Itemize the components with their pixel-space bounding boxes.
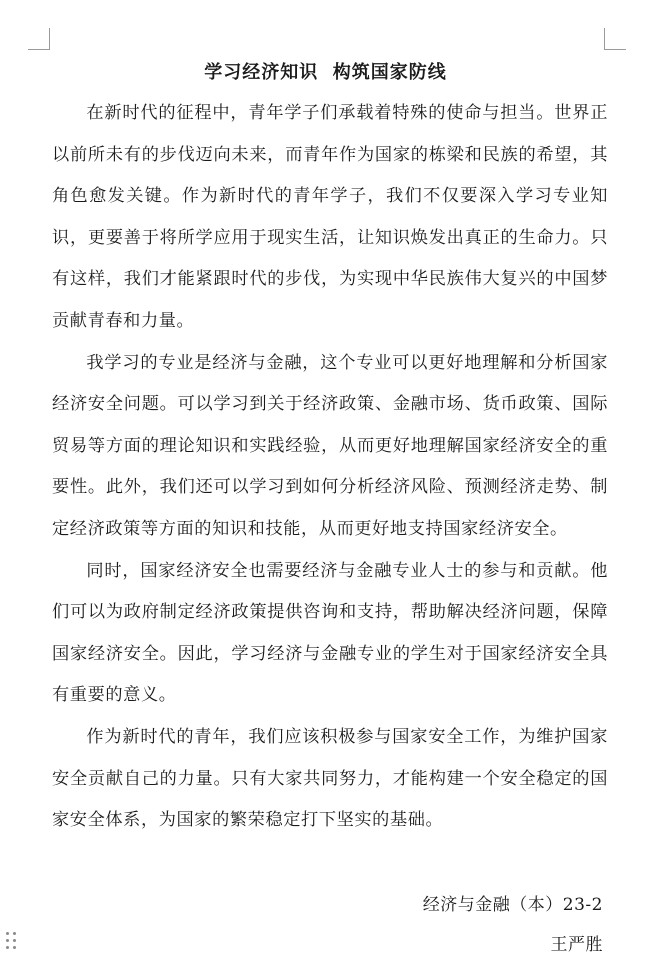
paragraph-3[interactable]: 同时，国家经济安全也需要经济与金融专业人士的参与和贡献。他们可以为政府制定经济政策提供咨询和支持，帮助解决经济问题，保障国家经济安全。因此，学习经济与金融专业的学生对于国家经济安全具有重要的意义。 — [52, 560, 608, 706]
crop-mark-top-left-horizontal — [28, 49, 50, 50]
crop-mark-top-left — [49, 28, 50, 50]
drag-dot — [13, 946, 16, 949]
document-body[interactable] — [52, 93, 608, 842]
drag-dot — [13, 932, 16, 935]
drag-handle-icon[interactable] — [6, 932, 18, 952]
crop-mark-top-right-horizontal — [604, 49, 626, 50]
crop-mark-top-right — [604, 28, 605, 50]
drag-dot — [6, 932, 9, 935]
paragraph-1[interactable]: 在新时代的征程中，青年学子们承载着特殊的使命与担当。世界正以前所未有的步伐迈向未来，而青年作为国家的栋梁和民族的希望，其角色愈发关键。作为新时代的青年学子，我们不仅要深入学习专业知识，更要善于将所学应用于现实生活，让知识焕发出真正的生命力。只有这样，我们才能紧跟时代的步伐，为实现中华民族伟大复兴的中国梦贡献青春和力量。 — [52, 103, 608, 331]
drag-dot — [6, 939, 9, 942]
drag-dot — [6, 946, 9, 949]
drag-dot — [13, 939, 16, 942]
signature-class[interactable]: 经济与金融（本）23-2 — [422, 895, 603, 915]
paragraph-4[interactable]: 作为新时代的青年，我们应该积极参与国家安全工作，为维护国家安全贡献自己的力量。只有大家共同努力，才能构建一个安全稳定的国家安全体系，为国家的繁荣稳定打下坚实的基础。 — [52, 726, 608, 831]
signature-name[interactable]: 王严胜 — [550, 935, 603, 955]
document-title: 学习经济知识 构筑国家防线 — [204, 62, 447, 83]
paragraph-2[interactable]: 我学习的专业是经济与金融，这个专业可以更好地理解和分析国家经济安全问题。可以学习到关于经济政策、金融市场、货币政策、国际贸易等方面的理论知识和实践经验，从而更好地理解国家经济安全的重要性。此外，我们还可以学习到如何分析经济风险、预测经济走势、制定经济政策等方面的知识和技能，从而更好地支持国家经济安全。 — [52, 352, 608, 539]
